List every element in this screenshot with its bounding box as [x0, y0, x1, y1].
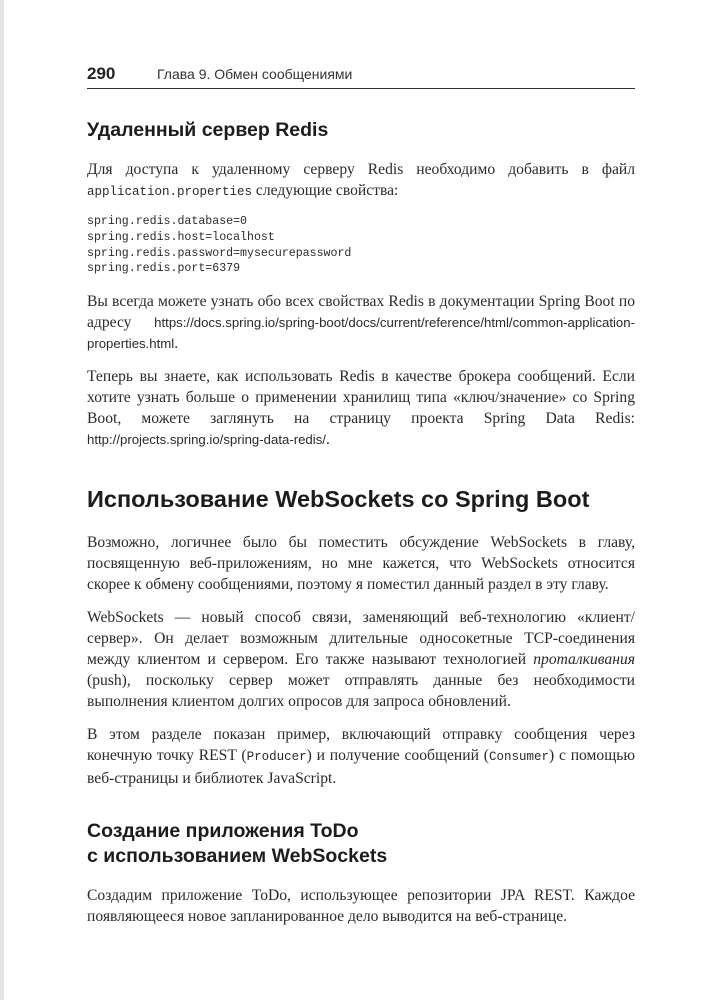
heading-todo-websockets	[87, 819, 635, 869]
example-text-b: ) и получение сообщений (	[306, 747, 489, 765]
running-header	[87, 62, 635, 89]
page-body	[87, 118, 635, 927]
paragraph-websockets-example	[87, 724, 635, 789]
example-text-c: ) с помощью веб-страницы и библиотек JavaScript.	[87, 747, 635, 788]
inline-code-filename: application.properties	[87, 185, 253, 199]
redis-intro-text-end: следующие свойства:	[252, 182, 399, 199]
page-number: 290	[87, 64, 116, 83]
link-spring-boot-docs[interactable]: https://docs.spring.io/spring-boot/docs/current/reference/html/common-application-properties.html	[87, 315, 635, 352]
code-line: spring.redis.database=0	[87, 215, 248, 228]
redis-broker-text: Теперь вы знаете, как использовать Redis в качестве брокера сообщений. Если хотите узнать больше о применении хранилищ типа «ключ/значение» со Spring Boot, можете заглянуть на страницу проекта Spring Data Redis:	[87, 368, 635, 428]
code-block-redis-properties	[87, 214, 635, 277]
websockets-desc-text-end: (push), поскольку сервер может отправлять данные без необходимости выполнения клиентом долгих опросов для запроса обновлений.	[87, 672, 635, 711]
paragraph-websockets-intro: Возможно, логичнее было бы поместить обсуждение WebSockets в главу, посвященную веб-приложениям, но мне кажется, что WebSockets относится скорее к обмену сообщениями, поэтому я поместил данный раздел в эту главу.	[87, 534, 635, 594]
websockets-desc-text: WebSockets — новый способ связи, заменяющий веб-технологию «клиент/сервер». Он делает возможным длительные односокетные TCP-соединения между клиентом и сервером. Его также называют технологией	[87, 609, 635, 669]
paragraph-redis-broker	[87, 366, 635, 450]
code-line: spring.redis.password=mysecurepassword	[87, 246, 352, 260]
paragraph-todo-intro: Создадим приложение ToDo, использующее репозитории JPA REST. Каждое появляющееся новое запланированное дело выводится на веб-странице.	[87, 887, 635, 926]
redis-intro-text: Для доступа к удаленному серверу Redis необходимо добавить в файл	[87, 161, 635, 178]
emphasis-push: проталкивания	[533, 651, 635, 669]
inline-code-producer: Producer	[246, 750, 307, 765]
heading-websockets: Использование WebSockets со Spring Boot	[87, 486, 590, 513]
paragraph-websockets-description	[87, 607, 635, 712]
redis-broker-end: .	[325, 431, 330, 449]
heading-todo-line2: с использованием WebSockets	[87, 845, 388, 868]
paragraph-redis-docs	[87, 291, 635, 354]
example-text-a: В этом разделе показан пример, включающий отправку сообщения через конечную точку REST (	[87, 726, 635, 765]
heading-redis-remote: Удаленный сервер Redis	[87, 119, 329, 141]
code-line: spring.redis.port=6379	[87, 262, 241, 276]
inline-code-consumer: Consumer	[488, 750, 549, 765]
link-spring-data-redis[interactable]: http://projects.spring.io/spring-data-redis/	[87, 432, 326, 448]
paragraph-redis-intro	[87, 159, 635, 203]
redis-docs-text: Вы всегда можете узнать обо всех свойствах Redis в документации Spring Boot по адресу	[87, 293, 635, 332]
code-line: spring.redis.host=localhost	[87, 230, 275, 244]
chapter-title: Глава 9. Обмен сообщениями	[157, 66, 353, 82]
redis-docs-end: .	[174, 335, 179, 353]
page-edge	[0, 0, 4, 1000]
heading-todo-line1: Создание приложения ToDo	[87, 820, 359, 843]
